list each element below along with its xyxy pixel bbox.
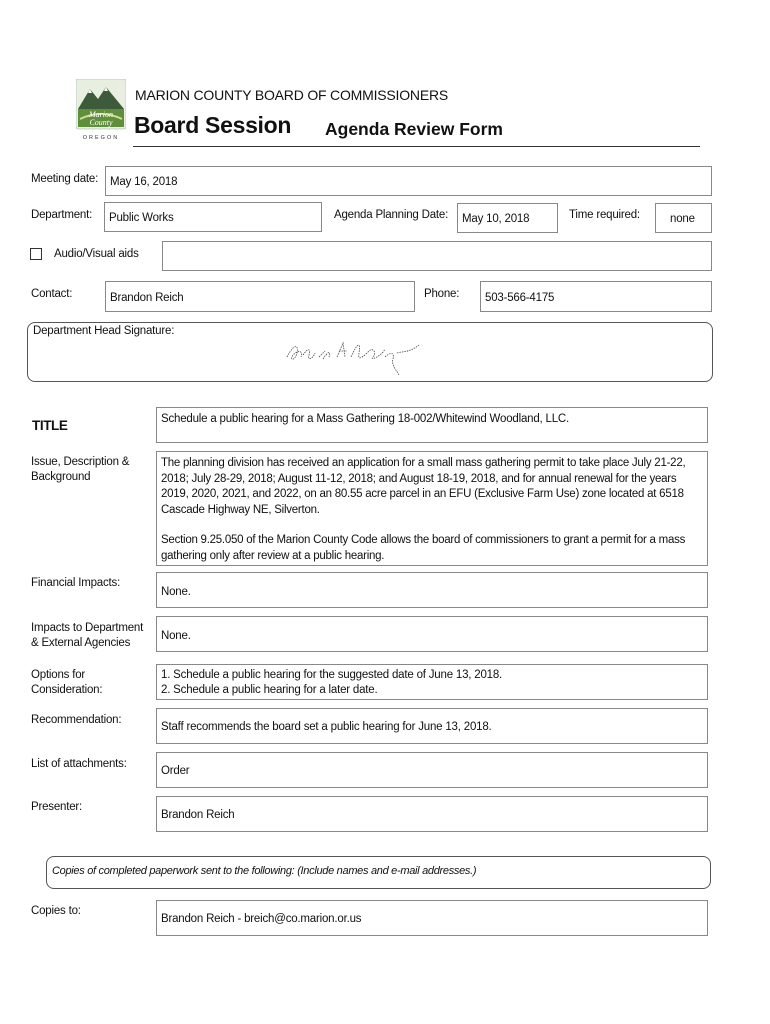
impacts-label-line1: Impacts to Department <box>31 622 144 634</box>
phone-value: 503-566-4175 <box>485 292 555 304</box>
department-field[interactable] <box>104 202 322 232</box>
title-label: TITLE <box>32 418 68 433</box>
options-label <box>31 668 102 698</box>
attachments-value: Order <box>161 765 190 777</box>
logo-text-county: County <box>89 118 113 127</box>
issue-label-line1: Issue, Description & <box>31 456 130 468</box>
impacts-label-line2: & External Agencies <box>31 637 131 649</box>
signature-image <box>285 335 425 375</box>
copies-note: Copies of completed paperwork sent to the following: (Include names and e-mail addresses.) <box>52 865 477 877</box>
department-label: Department: <box>31 209 93 221</box>
copies-label: Copies to: <box>31 905 81 917</box>
agenda-planning-label: Agenda Planning Date: <box>334 209 449 221</box>
issue-label-line2: Background <box>31 471 91 483</box>
logo-text-marion: Marion <box>89 110 113 119</box>
av-checkbox[interactable] <box>30 248 42 260</box>
meeting-date-value: May 16, 2018 <box>110 176 178 188</box>
recommendation-value: Staff recommends the board set a public hearing for June 13, 2018. <box>161 721 492 733</box>
issue-paragraph-1: The planning division has received an application for a small mass gathering permit to take place July 21-22, 2018; July 28-29, 2018; August 11-12, 2018; and August 18-19, 2018, and for annual renewal for the years 2019, 2020, 2021, and 2022, on an 80.55 acre parcel in an EFU (Exclusive Farm Use) zone located at 6518 Cascade Highway NE, Silverton. <box>161 457 686 516</box>
options-item-1: 1. Schedule a public hearing for the suggested date of June 13, 2018. <box>161 669 503 681</box>
department-value: Public Works <box>109 212 174 224</box>
time-required-label: Time required: <box>569 209 640 221</box>
recommendation-label: Recommendation: <box>31 714 122 726</box>
attachments-field[interactable] <box>156 752 708 788</box>
org-name: MARION COUNTY BOARD OF COMMISSIONERS <box>135 87 449 103</box>
copies-field[interactable] <box>156 900 708 936</box>
title-value: Schedule a public hearing for a Mass Gathering 18-002/Whitewind Woodland, LLC. <box>161 413 570 425</box>
contact-label: Contact: <box>31 288 73 300</box>
meeting-date-field[interactable] <box>105 166 712 196</box>
presenter-value: Brandon Reich <box>161 809 235 821</box>
impacts-value: None. <box>161 630 191 642</box>
issue-field[interactable] <box>156 451 708 566</box>
header-rule <box>133 146 700 147</box>
impacts-label <box>31 621 143 651</box>
logo-text-oregon: OREGON <box>82 135 120 141</box>
time-required-field[interactable] <box>655 203 712 233</box>
agenda-planning-value: May 10, 2018 <box>462 213 530 225</box>
form-title-small: Agenda Review Form <box>325 119 503 139</box>
impacts-field[interactable] <box>156 616 708 652</box>
attachments-label: List of attachments: <box>31 758 127 770</box>
time-required-value: none <box>670 213 695 225</box>
options-label-line1: Options for <box>31 669 86 681</box>
av-field[interactable] <box>162 241 712 271</box>
options-label-line2: Consideration: <box>31 684 103 696</box>
financial-label: Financial Impacts: <box>31 577 121 589</box>
issue-paragraph-2: Section 9.25.050 of the Marion County Code allows the board of commissioners to grant a permit for a mass gathering only after review at a public hearing. <box>161 534 686 562</box>
title-field[interactable] <box>156 407 708 443</box>
marion-county-logo <box>76 79 126 141</box>
recommendation-field[interactable] <box>156 708 708 744</box>
contact-value: Brandon Reich <box>110 292 184 304</box>
phone-field[interactable] <box>480 281 712 312</box>
signature-label: Department Head Signature: <box>33 325 175 337</box>
contact-field[interactable] <box>105 281 415 312</box>
agenda-planning-field[interactable] <box>457 203 558 233</box>
copies-value: Brandon Reich - breich@co.marion.or.us <box>161 913 362 925</box>
phone-label: Phone: <box>424 288 460 300</box>
presenter-label: Presenter: <box>31 801 83 813</box>
financial-field[interactable] <box>156 572 708 608</box>
issue-label <box>31 455 129 485</box>
form-title-big: Board Session <box>134 112 292 138</box>
meeting-date-label: Meeting date: <box>31 173 99 185</box>
options-item-2: 2. Schedule a public hearing for a later date. <box>161 684 378 696</box>
presenter-field[interactable] <box>156 796 708 832</box>
av-label: Audio/Visual aids <box>54 248 139 260</box>
options-field[interactable] <box>156 664 708 700</box>
financial-value: None. <box>161 586 191 598</box>
